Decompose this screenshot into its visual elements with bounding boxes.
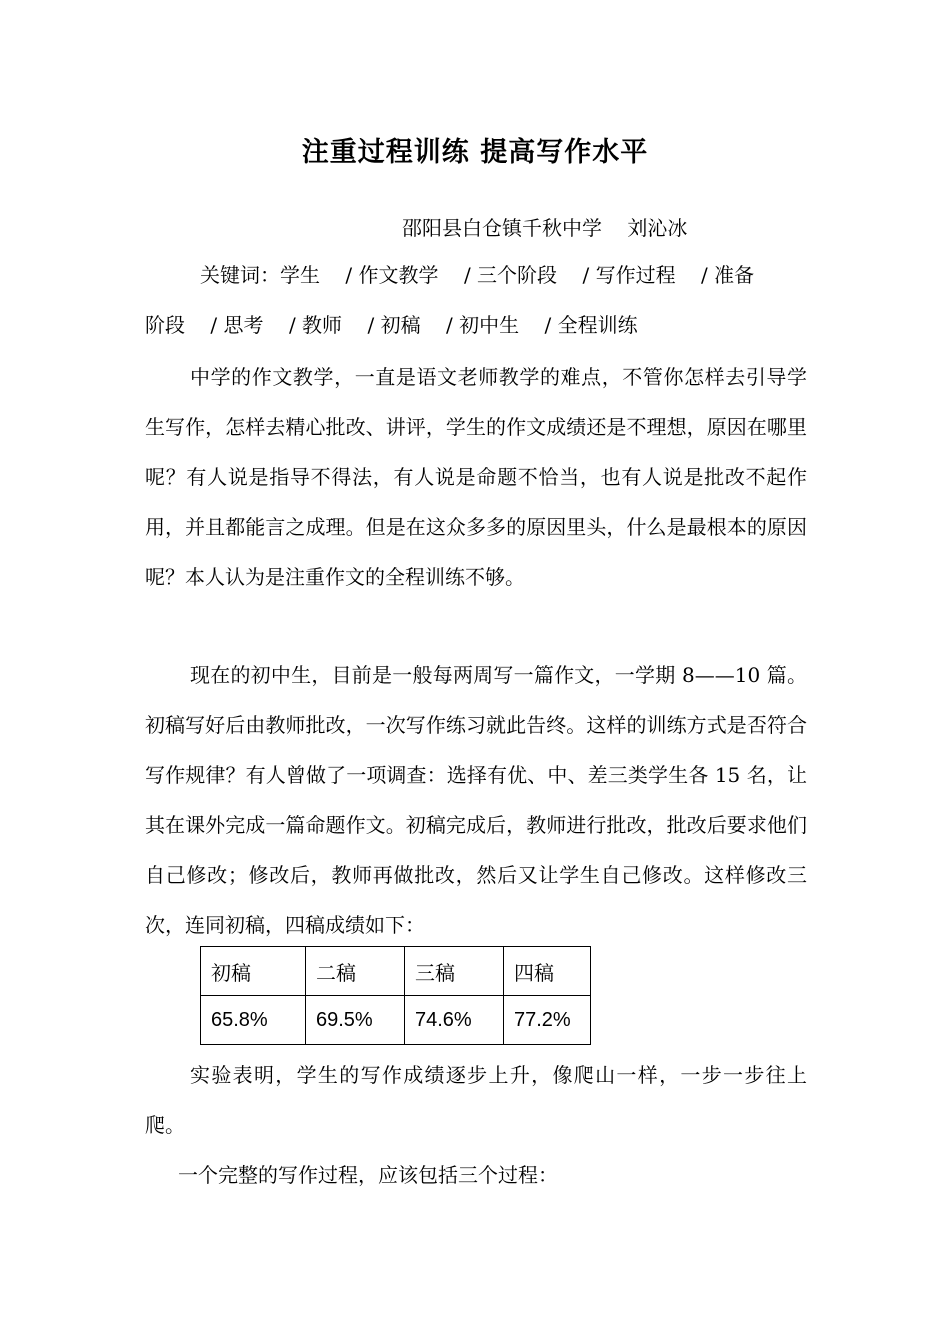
table-cell: 77.2% bbox=[504, 996, 591, 1045]
scores-table bbox=[200, 946, 591, 1045]
table-cell: 69.5% bbox=[306, 996, 405, 1045]
paragraph-result: 实验表明，学生的写作成绩逐步上升，像爬山一样，一步一步往上爬。 bbox=[145, 1063, 807, 1137]
keywords-line-1: 关键词：学生 / 作文教学 / 三个阶段 / 写作过程 / 准备 bbox=[200, 263, 755, 287]
table-cell: 65.8% bbox=[201, 996, 306, 1045]
paragraph-process: 一个完整的写作过程，应该包括三个过程： bbox=[178, 1163, 558, 1187]
table-row bbox=[201, 996, 591, 1045]
author-line: 邵阳县白仓镇千秋中学 刘沁冰 bbox=[402, 216, 688, 240]
table-cell: 74.6% bbox=[405, 996, 504, 1045]
table-header-cell: 初稿 bbox=[201, 947, 306, 996]
paragraph-survey: 现在的初中生，目前是一般每两周写一篇作文，一学期 8——10 篇。初稿写好后由教师批改，一次写作练习就此告终。这样的训练方式是否符合写作规律？有人曾做了一项调查：选择有优、中、差三类学生各 15 名，让其在课外完成一篇命题作文。初稿完成后，教师进行批改，批改后要求他们自己修改；修改后，教师再做批改，然后又让学生自己修改。这样修改三次，连同初稿，四稿成绩如下： bbox=[145, 663, 807, 937]
keywords bbox=[145, 250, 807, 350]
keywords-line-2: 阶段 / 思考 / 教师 / 初稿 / 初中生 / 全程训练 bbox=[145, 313, 638, 337]
table-header-cell: 四稿 bbox=[504, 947, 591, 996]
table-header-cell: 三稿 bbox=[405, 947, 504, 996]
paragraph-intro: 中学的作文教学，一直是语文老师教学的难点，不管你怎样去引导学生写作，怎样去精心批改、讲评，学生的作文成绩还是不理想，原因在哪里呢？有人说是指导不得法，有人说是命题不恰当，也有人说是批改不起作用，并且都能言之成理。但是在这众多多的原因里头，什么是最根本的原因呢？本人认为是注重作文的全程训练不够。 bbox=[145, 365, 807, 589]
table-header-row bbox=[201, 947, 591, 996]
table-header-cell: 二稿 bbox=[306, 947, 405, 996]
document-title: 注重过程训练 提高写作水平 bbox=[301, 137, 649, 168]
